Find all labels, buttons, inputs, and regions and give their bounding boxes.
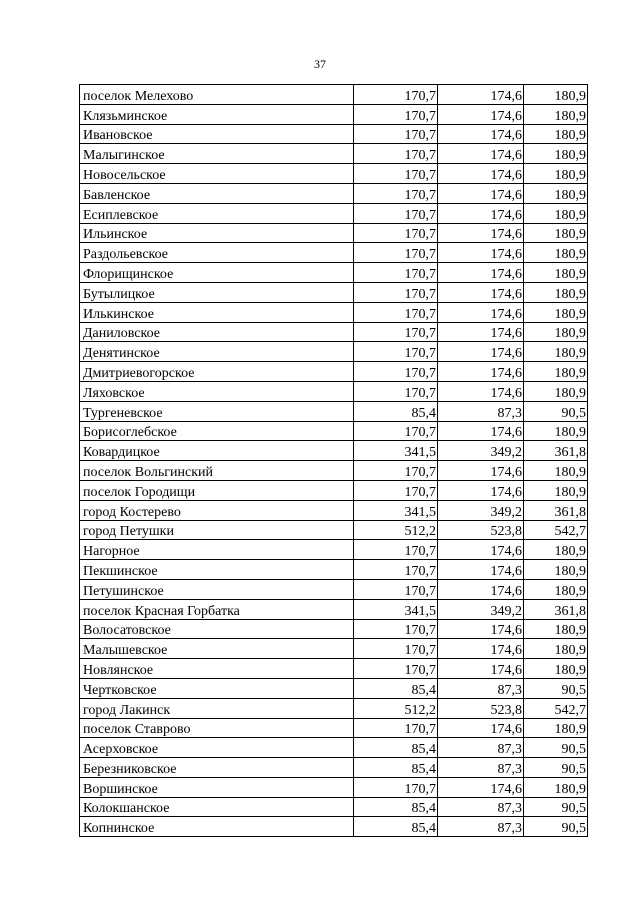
municipality-name-cell: Малышевское: [80, 639, 354, 659]
value-3-cell: 180,9: [524, 183, 588, 203]
value-3-cell: 180,9: [524, 639, 588, 659]
table-row: [80, 659, 588, 679]
table-row: [80, 85, 588, 105]
table-row: [80, 639, 588, 659]
value-1-cell: 170,7: [354, 362, 438, 382]
value-1-cell: 170,7: [354, 124, 438, 144]
value-2-cell: 174,6: [438, 104, 524, 124]
value-3-cell: 180,9: [524, 124, 588, 144]
value-2-cell: 174,6: [438, 480, 524, 500]
value-1-cell: 512,2: [354, 520, 438, 540]
municipality-name-cell: Денятинское: [80, 342, 354, 362]
value-2-cell: 174,6: [438, 619, 524, 639]
municipality-name-cell: Асерховское: [80, 738, 354, 758]
value-2-cell: 174,6: [438, 421, 524, 441]
municipality-name-cell: Колокшанское: [80, 797, 354, 817]
table-row: [80, 619, 588, 639]
table-row: [80, 183, 588, 203]
value-2-cell: 174,6: [438, 203, 524, 223]
value-3-cell: 180,9: [524, 461, 588, 481]
value-1-cell: 170,7: [354, 85, 438, 105]
value-2-cell: 174,6: [438, 144, 524, 164]
value-2-cell: 174,6: [438, 718, 524, 738]
municipality-name-cell: Ляховское: [80, 381, 354, 401]
municipality-name-cell: Бавленское: [80, 183, 354, 203]
value-1-cell: 170,7: [354, 639, 438, 659]
municipality-name-cell: поселок Мелехово: [80, 85, 354, 105]
table-row: [80, 401, 588, 421]
value-1-cell: 170,7: [354, 243, 438, 263]
value-3-cell: 180,9: [524, 164, 588, 184]
municipality-name-cell: Ковардицкое: [80, 441, 354, 461]
value-2-cell: 174,6: [438, 362, 524, 382]
municipality-name-cell: Малыгинское: [80, 144, 354, 164]
value-1-cell: 170,7: [354, 540, 438, 560]
value-1-cell: 170,7: [354, 777, 438, 797]
value-2-cell: 349,2: [438, 441, 524, 461]
value-3-cell: 180,9: [524, 243, 588, 263]
table-row: [80, 164, 588, 184]
table-row: [80, 144, 588, 164]
value-2-cell: 174,6: [438, 639, 524, 659]
value-2-cell: 174,6: [438, 540, 524, 560]
table-row: [80, 302, 588, 322]
municipality-name-cell: поселок Ставрово: [80, 718, 354, 738]
municipality-name-cell: Тургеневское: [80, 401, 354, 421]
value-1-cell: 170,7: [354, 144, 438, 164]
municipality-name-cell: Новосельское: [80, 164, 354, 184]
table-row: [80, 777, 588, 797]
value-2-cell: 174,6: [438, 223, 524, 243]
value-3-cell: 361,8: [524, 500, 588, 520]
municipality-name-cell: Воршинское: [80, 777, 354, 797]
value-1-cell: 170,7: [354, 480, 438, 500]
municipality-name-cell: поселок Красная Горбатка: [80, 599, 354, 619]
value-3-cell: 180,9: [524, 342, 588, 362]
table-row: [80, 421, 588, 441]
table-row: [80, 362, 588, 382]
municipality-name-cell: Ильинское: [80, 223, 354, 243]
municipality-name-cell: Березниковское: [80, 758, 354, 778]
municipality-name-cell: город Лакинск: [80, 698, 354, 718]
municipality-name-cell: Пекшинское: [80, 560, 354, 580]
value-2-cell: 523,8: [438, 520, 524, 540]
value-2-cell: 87,3: [438, 758, 524, 778]
table-row: [80, 243, 588, 263]
table-row: [80, 441, 588, 461]
allocation-table: [79, 84, 588, 837]
table-row: [80, 263, 588, 283]
value-2-cell: 174,6: [438, 381, 524, 401]
value-2-cell: 349,2: [438, 500, 524, 520]
value-1-cell: 85,4: [354, 758, 438, 778]
table-row: [80, 104, 588, 124]
value-3-cell: 180,9: [524, 203, 588, 223]
municipality-name-cell: Клязьминское: [80, 104, 354, 124]
table-row: [80, 223, 588, 243]
table-row: [80, 579, 588, 599]
value-2-cell: 87,3: [438, 678, 524, 698]
table-row: [80, 500, 588, 520]
table-row: [80, 797, 588, 817]
page-number: 37: [314, 57, 326, 71]
value-2-cell: 174,6: [438, 282, 524, 302]
value-1-cell: 170,7: [354, 183, 438, 203]
municipality-name-cell: Бутылицкое: [80, 282, 354, 302]
value-1-cell: 170,7: [354, 263, 438, 283]
value-2-cell: 87,3: [438, 797, 524, 817]
value-3-cell: 180,9: [524, 223, 588, 243]
table-row: [80, 758, 588, 778]
value-2-cell: 174,6: [438, 302, 524, 322]
municipality-name-cell: Ивановское: [80, 124, 354, 144]
value-3-cell: 180,9: [524, 104, 588, 124]
value-1-cell: 85,4: [354, 797, 438, 817]
value-2-cell: 174,6: [438, 183, 524, 203]
value-1-cell: 170,7: [354, 619, 438, 639]
value-1-cell: 85,4: [354, 817, 438, 837]
value-3-cell: 180,9: [524, 381, 588, 401]
value-3-cell: 361,8: [524, 441, 588, 461]
value-3-cell: 542,7: [524, 520, 588, 540]
table-row: [80, 678, 588, 698]
municipality-name-cell: Флорищинское: [80, 263, 354, 283]
value-3-cell: 180,9: [524, 302, 588, 322]
value-1-cell: 341,5: [354, 500, 438, 520]
municipality-name-cell: Есиплевское: [80, 203, 354, 223]
table-row: [80, 738, 588, 758]
value-2-cell: 174,6: [438, 342, 524, 362]
table-row: [80, 342, 588, 362]
value-3-cell: 180,9: [524, 718, 588, 738]
value-2-cell: 174,6: [438, 322, 524, 342]
table-row: [80, 480, 588, 500]
value-2-cell: 174,6: [438, 659, 524, 679]
value-3-cell: 90,5: [524, 797, 588, 817]
value-3-cell: 90,5: [524, 738, 588, 758]
table-row: [80, 560, 588, 580]
value-3-cell: 90,5: [524, 817, 588, 837]
value-3-cell: 180,9: [524, 421, 588, 441]
table-row: [80, 698, 588, 718]
value-2-cell: 87,3: [438, 401, 524, 421]
value-1-cell: 170,7: [354, 302, 438, 322]
municipality-name-cell: Илькинское: [80, 302, 354, 322]
value-2-cell: 87,3: [438, 738, 524, 758]
municipality-name-cell: Петушинское: [80, 579, 354, 599]
value-1-cell: 512,2: [354, 698, 438, 718]
value-3-cell: 90,5: [524, 758, 588, 778]
municipality-name-cell: город Костерево: [80, 500, 354, 520]
value-2-cell: 174,6: [438, 560, 524, 580]
value-2-cell: 174,6: [438, 85, 524, 105]
value-3-cell: 180,9: [524, 777, 588, 797]
value-2-cell: 174,6: [438, 461, 524, 481]
table-row: [80, 381, 588, 401]
value-1-cell: 170,7: [354, 421, 438, 441]
value-2-cell: 174,6: [438, 579, 524, 599]
value-1-cell: 170,7: [354, 718, 438, 738]
table-body: [80, 85, 588, 837]
municipality-name-cell: поселок Вольгинский: [80, 461, 354, 481]
municipality-name-cell: Дмитриевогорское: [80, 362, 354, 382]
table-row: [80, 461, 588, 481]
value-1-cell: 170,7: [354, 461, 438, 481]
table-row: [80, 817, 588, 837]
value-3-cell: 180,9: [524, 659, 588, 679]
value-2-cell: 523,8: [438, 698, 524, 718]
value-1-cell: 170,7: [354, 203, 438, 223]
value-3-cell: 361,8: [524, 599, 588, 619]
municipality-name-cell: Чертковское: [80, 678, 354, 698]
value-2-cell: 87,3: [438, 817, 524, 837]
value-1-cell: 170,7: [354, 322, 438, 342]
value-3-cell: 90,5: [524, 401, 588, 421]
value-1-cell: 170,7: [354, 579, 438, 599]
value-3-cell: 180,9: [524, 144, 588, 164]
municipality-name-cell: Нагорное: [80, 540, 354, 560]
value-3-cell: 180,9: [524, 362, 588, 382]
value-1-cell: 170,7: [354, 659, 438, 679]
table-row: [80, 540, 588, 560]
value-2-cell: 174,6: [438, 263, 524, 283]
value-1-cell: 170,7: [354, 381, 438, 401]
value-1-cell: 170,7: [354, 104, 438, 124]
value-1-cell: 85,4: [354, 738, 438, 758]
table-row: [80, 599, 588, 619]
table-row: [80, 203, 588, 223]
value-1-cell: 341,5: [354, 599, 438, 619]
value-3-cell: 180,9: [524, 480, 588, 500]
table-row: [80, 322, 588, 342]
value-1-cell: 170,7: [354, 223, 438, 243]
value-3-cell: 90,5: [524, 678, 588, 698]
value-2-cell: 174,6: [438, 243, 524, 263]
value-3-cell: 180,9: [524, 560, 588, 580]
value-1-cell: 170,7: [354, 342, 438, 362]
municipality-name-cell: Новлянское: [80, 659, 354, 679]
table-row: [80, 124, 588, 144]
value-1-cell: 170,7: [354, 282, 438, 302]
municipality-name-cell: Раздольевское: [80, 243, 354, 263]
municipality-name-cell: Борисоглебское: [80, 421, 354, 441]
value-1-cell: 85,4: [354, 678, 438, 698]
municipality-name-cell: Волосатовское: [80, 619, 354, 639]
table-row: [80, 520, 588, 540]
value-3-cell: 180,9: [524, 540, 588, 560]
value-1-cell: 170,7: [354, 560, 438, 580]
value-2-cell: 174,6: [438, 777, 524, 797]
value-3-cell: 180,9: [524, 579, 588, 599]
value-1-cell: 341,5: [354, 441, 438, 461]
municipality-name-cell: Даниловское: [80, 322, 354, 342]
municipality-name-cell: город Петушки: [80, 520, 354, 540]
value-1-cell: 170,7: [354, 164, 438, 184]
value-3-cell: 542,7: [524, 698, 588, 718]
value-3-cell: 180,9: [524, 263, 588, 283]
table-row: [80, 282, 588, 302]
municipality-name-cell: Копнинское: [80, 817, 354, 837]
value-2-cell: 174,6: [438, 124, 524, 144]
value-1-cell: 85,4: [354, 401, 438, 421]
value-3-cell: 180,9: [524, 322, 588, 342]
table-row: [80, 718, 588, 738]
value-3-cell: 180,9: [524, 282, 588, 302]
value-2-cell: 349,2: [438, 599, 524, 619]
municipality-name-cell: поселок Городищи: [80, 480, 354, 500]
value-3-cell: 180,9: [524, 85, 588, 105]
value-2-cell: 174,6: [438, 164, 524, 184]
value-3-cell: 180,9: [524, 619, 588, 639]
